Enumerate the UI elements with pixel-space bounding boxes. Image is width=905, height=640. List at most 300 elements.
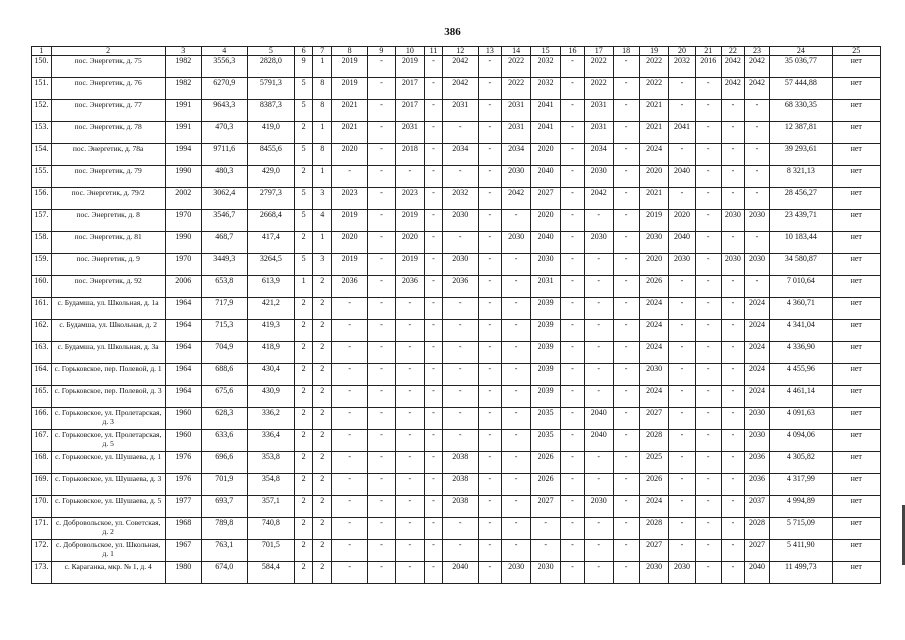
table-cell: - — [744, 188, 769, 210]
table-cell: 1976 — [165, 452, 201, 474]
row-number-cell: 169. — [32, 474, 52, 496]
table-cell: - — [368, 78, 395, 100]
table-cell: - — [560, 232, 584, 254]
table-cell: 1964 — [165, 320, 201, 342]
table-cell: 2024 — [639, 386, 669, 408]
table-cell: - — [669, 386, 695, 408]
table-cell: 2020 — [639, 166, 669, 188]
table-cell: - — [613, 540, 639, 562]
table-cell: 1970 — [165, 254, 201, 276]
table-row — [32, 56, 881, 78]
table-cell: 2037 — [744, 496, 769, 518]
table-cell: 3264,5 — [247, 254, 294, 276]
table-cell: 1 — [313, 166, 332, 188]
table-cell: - — [585, 254, 613, 276]
table-cell: 1994 — [165, 144, 201, 166]
table-cell: - — [501, 298, 531, 320]
table-cell: - — [721, 430, 744, 452]
table-cell: 5 — [294, 100, 313, 122]
table-cell: - — [368, 298, 395, 320]
table-cell: - — [669, 452, 695, 474]
table-cell: - — [332, 364, 368, 386]
table-cell: 2024 — [639, 496, 669, 518]
table-cell: - — [395, 298, 425, 320]
row-number-cell: 156. — [32, 188, 52, 210]
table-cell: - — [425, 122, 443, 144]
table-cell: - — [368, 496, 395, 518]
column-number-cell: 6 — [294, 47, 313, 56]
table-cell: 2019 — [332, 78, 368, 100]
cost-cell: 35 036,77 — [770, 56, 832, 78]
table-cell: 2 — [294, 474, 313, 496]
column-number-cell: 4 — [201, 47, 247, 56]
table-cell: - — [368, 364, 395, 386]
table-cell: - — [395, 452, 425, 474]
table-cell: - — [332, 540, 368, 562]
table-cell: 2021 — [332, 100, 368, 122]
column-number-cell: 17 — [585, 47, 613, 56]
table-cell: - — [560, 364, 584, 386]
table-cell: 3556,3 — [201, 56, 247, 78]
table-cell: 2 — [294, 298, 313, 320]
cost-cell: 4 461,14 — [770, 386, 832, 408]
row-number-cell: 170. — [32, 496, 52, 518]
table-cell: - — [695, 298, 721, 320]
table-cell: 2041 — [531, 122, 561, 144]
table-cell: - — [368, 254, 395, 276]
table-cell: - — [585, 518, 613, 540]
table-cell: 2006 — [165, 276, 201, 298]
row-number-cell: 151. — [32, 78, 52, 100]
row-number-cell: 165. — [32, 386, 52, 408]
table-cell: - — [560, 144, 584, 166]
status-cell: нет — [832, 562, 880, 584]
table-cell: 2030 — [639, 232, 669, 254]
table-row — [32, 188, 881, 210]
table-cell: 429,0 — [247, 166, 294, 188]
table-cell: - — [560, 540, 584, 562]
table-cell: - — [613, 518, 639, 540]
status-cell: нет — [832, 430, 880, 452]
table-cell: 2668,4 — [247, 210, 294, 232]
table-cell: - — [395, 166, 425, 188]
table-cell: - — [395, 430, 425, 452]
table-cell: 2 — [313, 342, 332, 364]
table-cell: 2039 — [531, 342, 561, 364]
table-cell: - — [478, 254, 501, 276]
table-cell: - — [613, 144, 639, 166]
table-cell: - — [501, 408, 531, 430]
table-cell: - — [560, 430, 584, 452]
column-number-cell: 24 — [770, 47, 832, 56]
table-cell: - — [425, 298, 443, 320]
table-cell: 2035 — [531, 430, 561, 452]
table-cell: - — [613, 408, 639, 430]
table-cell: 2030 — [721, 254, 744, 276]
table-cell: - — [721, 122, 744, 144]
table-cell: 2 — [313, 320, 332, 342]
status-cell: нет — [832, 122, 880, 144]
table-cell: 3449,3 — [201, 254, 247, 276]
table-cell: - — [442, 232, 478, 254]
table-cell: - — [478, 100, 501, 122]
table-cell: 8455,6 — [247, 144, 294, 166]
table-cell: 704,9 — [201, 342, 247, 364]
table-cell: - — [560, 276, 584, 298]
table-cell: - — [669, 144, 695, 166]
table-cell: 2 — [313, 562, 332, 584]
table-cell: 5791,3 — [247, 78, 294, 100]
address-cell: пос. Энергетик, д. 92 — [51, 276, 165, 298]
cost-cell: 4 341,04 — [770, 320, 832, 342]
cost-cell: 5 411,90 — [770, 540, 832, 562]
address-cell: с. Будамша, ул. Школьная, д. 1а — [51, 298, 165, 320]
table-cell: - — [560, 210, 584, 232]
table-cell: - — [695, 518, 721, 540]
table-cell: - — [478, 562, 501, 584]
table-cell: - — [721, 298, 744, 320]
cost-cell: 4 094,06 — [770, 430, 832, 452]
table-cell: - — [478, 188, 501, 210]
table-cell: - — [613, 386, 639, 408]
table-cell: 2036 — [395, 276, 425, 298]
cost-cell: 39 293,61 — [770, 144, 832, 166]
table-cell: 674,0 — [201, 562, 247, 584]
status-cell: нет — [832, 144, 880, 166]
table-cell: 2020 — [332, 232, 368, 254]
table-cell: 2034 — [501, 144, 531, 166]
table-cell: 2031 — [531, 276, 561, 298]
table-cell: - — [695, 430, 721, 452]
table-cell: - — [744, 144, 769, 166]
table-cell: 1967 — [165, 540, 201, 562]
table-cell: - — [442, 166, 478, 188]
table-cell: 1964 — [165, 298, 201, 320]
table-cell: - — [560, 100, 584, 122]
table-cell: - — [501, 496, 531, 518]
table-cell: 2031 — [501, 122, 531, 144]
table-cell: - — [425, 342, 443, 364]
table-cell: - — [613, 342, 639, 364]
table-cell: - — [669, 320, 695, 342]
table-cell: - — [669, 540, 695, 562]
table-cell: - — [478, 122, 501, 144]
table-cell: - — [613, 276, 639, 298]
table-cell: - — [501, 452, 531, 474]
table-cell: 717,9 — [201, 298, 247, 320]
row-number-cell: 167. — [32, 430, 52, 452]
table-cell: 2031 — [585, 100, 613, 122]
table-cell: 2019 — [332, 210, 368, 232]
table-cell: 2028 — [639, 518, 669, 540]
table-cell: - — [613, 320, 639, 342]
column-number-row — [32, 47, 881, 56]
status-cell: нет — [832, 474, 880, 496]
column-number-cell: 1 — [32, 47, 52, 56]
table-cell: - — [585, 210, 613, 232]
table-cell: 3 — [313, 188, 332, 210]
table-cell: - — [585, 474, 613, 496]
cost-cell: 4 336,90 — [770, 342, 832, 364]
table-cell: 2030 — [585, 496, 613, 518]
table-cell: - — [425, 496, 443, 518]
table-cell: - — [442, 122, 478, 144]
status-cell: нет — [832, 188, 880, 210]
table-cell: 2828,0 — [247, 56, 294, 78]
table-cell: - — [368, 386, 395, 408]
table-cell: - — [560, 474, 584, 496]
table-cell: - — [695, 232, 721, 254]
table-cell: 2042 — [501, 188, 531, 210]
table-cell: 2 — [313, 298, 332, 320]
table-cell: 2 — [294, 518, 313, 540]
table-cell: 2032 — [531, 56, 561, 78]
status-cell: нет — [832, 100, 880, 122]
table-cell: - — [332, 496, 368, 518]
table-cell: - — [613, 298, 639, 320]
table-cell: 2026 — [531, 474, 561, 496]
table-cell: - — [332, 298, 368, 320]
table-cell: 2039 — [531, 386, 561, 408]
address-cell: пос. Энергетик, д. 76 — [51, 78, 165, 100]
table-cell: 701,9 — [201, 474, 247, 496]
table-row — [32, 78, 881, 100]
table-cell: 2030 — [585, 232, 613, 254]
table-cell: 2036 — [744, 474, 769, 496]
table-cell: - — [478, 342, 501, 364]
row-number-cell: 171. — [32, 518, 52, 540]
status-cell: нет — [832, 386, 880, 408]
table-cell: - — [501, 342, 531, 364]
table-cell: - — [425, 518, 443, 540]
table-cell: - — [425, 210, 443, 232]
table-cell: 2030 — [585, 166, 613, 188]
table-cell: - — [478, 452, 501, 474]
table-row — [32, 298, 881, 320]
status-cell: нет — [832, 364, 880, 386]
table-cell: - — [669, 342, 695, 364]
table-cell: 2026 — [639, 276, 669, 298]
table-cell: - — [695, 562, 721, 584]
cost-cell: 4 360,71 — [770, 298, 832, 320]
table-cell: - — [669, 430, 695, 452]
address-cell: пос. Энергетик, д. 79/2 — [51, 188, 165, 210]
table-cell: 2041 — [669, 122, 695, 144]
table-cell: - — [478, 166, 501, 188]
column-number-cell: 16 — [560, 47, 584, 56]
table-cell: 1964 — [165, 342, 201, 364]
table-cell: 1970 — [165, 210, 201, 232]
table-cell: - — [695, 496, 721, 518]
table-cell: - — [585, 342, 613, 364]
table-cell: 9 — [294, 56, 313, 78]
column-number-cell: 8 — [332, 47, 368, 56]
table-cell: - — [501, 474, 531, 496]
cost-cell: 4 455,96 — [770, 364, 832, 386]
table-cell: - — [478, 386, 501, 408]
table-cell: - — [368, 342, 395, 364]
table-cell: 633,6 — [201, 430, 247, 452]
table-cell: - — [695, 342, 721, 364]
table-cell: 2 — [313, 386, 332, 408]
table-cell: - — [425, 430, 443, 452]
row-number-cell: 150. — [32, 56, 52, 78]
table-cell: 1 — [313, 56, 332, 78]
table-cell: 2 — [294, 408, 313, 430]
cost-cell: 28 456,27 — [770, 188, 832, 210]
table-cell: - — [478, 210, 501, 232]
table-cell: - — [560, 562, 584, 584]
table-cell: - — [478, 430, 501, 452]
table-cell: 2030 — [744, 408, 769, 430]
table-cell: 1964 — [165, 364, 201, 386]
table-cell: - — [560, 188, 584, 210]
address-cell: пос. Энергетик, д. 81 — [51, 232, 165, 254]
table-cell: 1990 — [165, 232, 201, 254]
table-cell: 1968 — [165, 518, 201, 540]
table-cell: 2019 — [332, 56, 368, 78]
table-cell: - — [442, 342, 478, 364]
table-cell: 2 — [294, 320, 313, 342]
table-cell: - — [531, 540, 561, 562]
table-cell: - — [478, 496, 501, 518]
table-cell: 2042 — [721, 56, 744, 78]
table-cell: - — [585, 386, 613, 408]
table-cell: - — [695, 276, 721, 298]
table-cell: - — [425, 100, 443, 122]
table-cell: 419,0 — [247, 122, 294, 144]
table-cell: 480,3 — [201, 166, 247, 188]
table-cell: 2019 — [395, 56, 425, 78]
table-cell: - — [721, 386, 744, 408]
table-cell: - — [332, 342, 368, 364]
table-cell: 9711,6 — [201, 144, 247, 166]
table-cell: 2024 — [744, 386, 769, 408]
table-cell: - — [560, 56, 584, 78]
table-cell: 2020 — [669, 210, 695, 232]
table-cell: 2 — [294, 122, 313, 144]
table-cell: - — [332, 386, 368, 408]
table-cell: - — [332, 562, 368, 584]
table-cell: - — [585, 320, 613, 342]
table-cell: 2039 — [531, 320, 561, 342]
table-cell: 2024 — [639, 320, 669, 342]
table-cell: - — [368, 474, 395, 496]
table-row — [32, 430, 881, 452]
column-number-cell: 19 — [639, 47, 669, 56]
table-cell: - — [560, 254, 584, 276]
address-cell: с. Будамша, ул. Школьная, д. 3а — [51, 342, 165, 364]
table-cell: 2030 — [639, 364, 669, 386]
table-cell: - — [368, 540, 395, 562]
table-cell: 2 — [313, 474, 332, 496]
table-cell: 2034 — [585, 144, 613, 166]
table-cell: - — [695, 166, 721, 188]
column-number-cell: 14 — [501, 47, 531, 56]
table-cell: - — [585, 452, 613, 474]
table-cell: - — [425, 56, 443, 78]
cost-cell: 57 444,88 — [770, 78, 832, 100]
table-cell: - — [721, 100, 744, 122]
cost-cell: 68 330,35 — [770, 100, 832, 122]
table-cell: 5 — [294, 144, 313, 166]
table-cell: - — [368, 276, 395, 298]
table-cell: 2 — [294, 364, 313, 386]
page-number: 386 — [444, 26, 461, 38]
table-cell: - — [478, 56, 501, 78]
table-cell: - — [395, 496, 425, 518]
table-cell: - — [695, 210, 721, 232]
cost-cell: 4 994,89 — [770, 496, 832, 518]
table-cell: 2039 — [531, 364, 561, 386]
cost-cell: 7 010,64 — [770, 276, 832, 298]
table-cell: 2020 — [332, 144, 368, 166]
status-cell: нет — [832, 408, 880, 430]
table-cell: - — [613, 364, 639, 386]
table-cell: 2040 — [531, 232, 561, 254]
table-cell: - — [585, 540, 613, 562]
row-number-cell: 158. — [32, 232, 52, 254]
table-cell: 2032 — [531, 78, 561, 100]
status-cell: нет — [832, 342, 880, 364]
address-cell: с. Караганка, мкр. № 1, д. 4 — [51, 562, 165, 584]
table-cell: - — [721, 452, 744, 474]
table-cell: 2030 — [501, 166, 531, 188]
table-cell: 2030 — [639, 562, 669, 584]
table-cell: - — [721, 518, 744, 540]
table-cell: 2 — [294, 496, 313, 518]
row-number-cell: 157. — [32, 210, 52, 232]
table-cell: 2022 — [501, 56, 531, 78]
table-cell: 1991 — [165, 122, 201, 144]
table-cell: - — [721, 188, 744, 210]
table-cell: - — [613, 188, 639, 210]
table-cell: - — [442, 298, 478, 320]
table-row — [32, 122, 881, 144]
table-cell: 468,7 — [201, 232, 247, 254]
table-cell: 763,1 — [201, 540, 247, 562]
table-cell: 2024 — [639, 144, 669, 166]
table-cell: 2017 — [395, 78, 425, 100]
column-number-cell: 23 — [744, 47, 769, 56]
table-cell: - — [478, 78, 501, 100]
table-cell: 2022 — [639, 56, 669, 78]
table-cell: - — [695, 386, 721, 408]
table-cell: - — [425, 408, 443, 430]
status-cell: нет — [832, 452, 880, 474]
table-cell: 2036 — [744, 452, 769, 474]
table-row — [32, 210, 881, 232]
table-cell: - — [721, 364, 744, 386]
table-row — [32, 144, 881, 166]
table-cell: 470,3 — [201, 122, 247, 144]
table-cell: - — [721, 276, 744, 298]
table-cell: - — [501, 518, 531, 540]
table-cell: - — [669, 298, 695, 320]
table-cell: - — [695, 100, 721, 122]
table-cell: 2 — [294, 386, 313, 408]
table-cell: - — [332, 430, 368, 452]
table-cell: 8387,3 — [247, 100, 294, 122]
table-cell: - — [744, 122, 769, 144]
table-cell: - — [425, 364, 443, 386]
address-cell: с. Горьковское, ул. Шушаева, д. 3 — [51, 474, 165, 496]
table-cell: 2023 — [395, 188, 425, 210]
table-cell: 8 — [313, 100, 332, 122]
table-cell: - — [744, 232, 769, 254]
table-cell: 2021 — [332, 122, 368, 144]
status-cell: нет — [832, 56, 880, 78]
